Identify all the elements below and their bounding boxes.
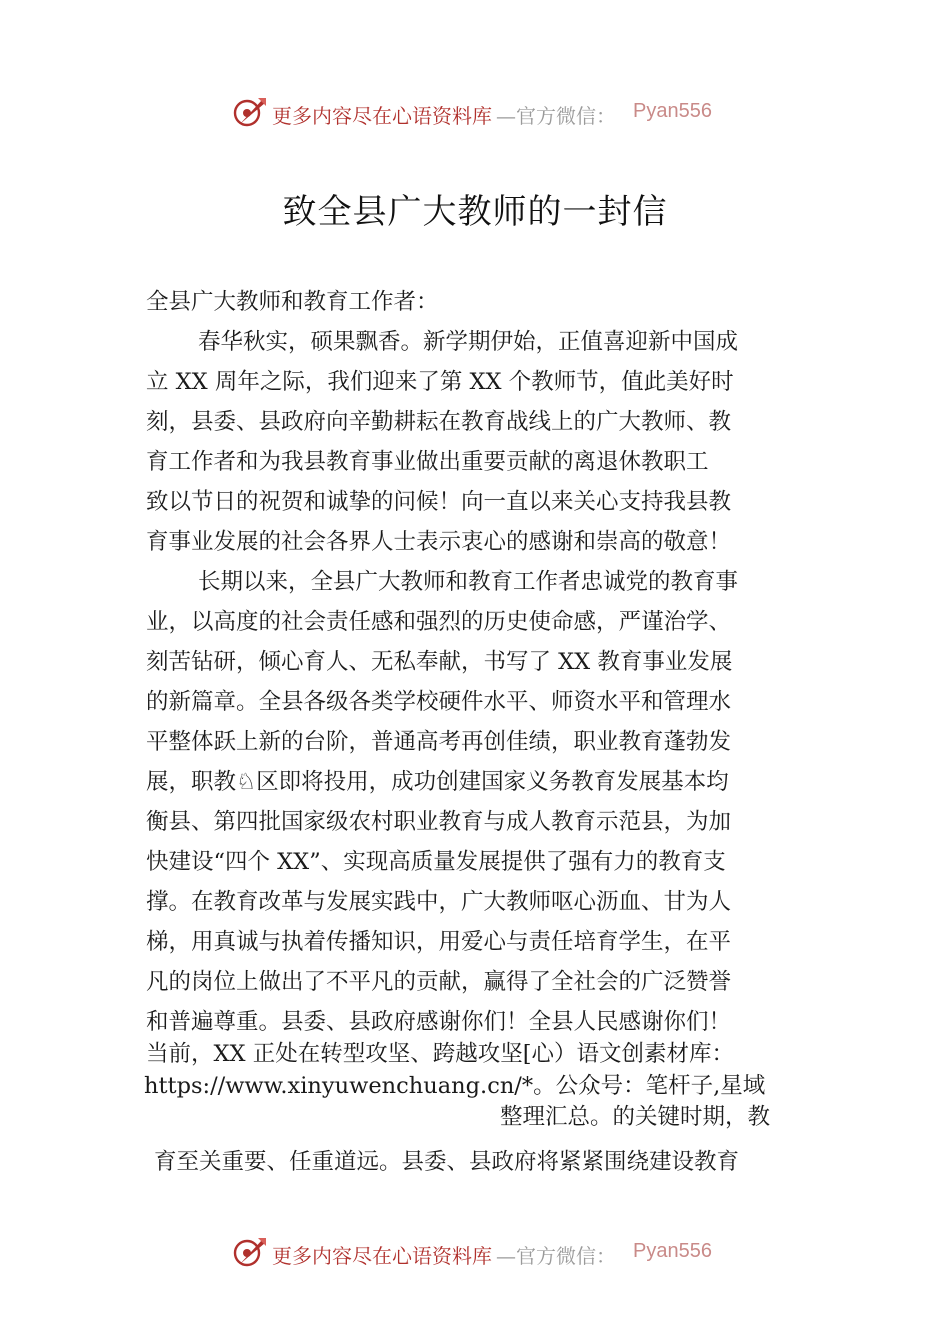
watermark-brand-text: 更多内容尽在心语资料库 xyxy=(272,1244,492,1268)
salutation: 全县广大教师和教育工作者： xyxy=(146,289,439,315)
footer-watermark xyxy=(0,1232,950,1272)
body-line: 凡的岗位上做出了不平凡的贡献，赢得了全社会的广泛赞誉 xyxy=(146,969,732,995)
body-line: 长期以来，全县广大教师和教育工作者忠诚党的教育事 xyxy=(198,569,739,595)
watermark-separator-text: —官方微信： xyxy=(496,1244,616,1268)
watermark-separator-text: —官方微信： xyxy=(496,104,616,128)
body-line: 业，以高度的社会责任感和强烈的历史使命感，严谨治学、 xyxy=(146,609,732,635)
body-line: 刻，县委、县政府向辛勤耕耘在教育战线上的广大教师、教 xyxy=(146,409,732,435)
body-line: 立 XX 周年之际，我们迎来了第 XX 个教师节，值此美好时 xyxy=(146,369,734,395)
body-line: 育事业发展的社会各界人士表示衷心的感谢和崇高的敬意！ xyxy=(146,529,732,555)
body-line-url: https://www.xinyuwenchuang.cn/*。公众号：笔杆子,星域 xyxy=(144,1073,766,1099)
body-line: 育至关重要、任重道远。县委、县政府将紧紧围绕建设教育 xyxy=(154,1149,740,1175)
body-line: 致以节日的祝贺和诚挚的问候！向一直以来关心支持我县教 xyxy=(146,489,732,515)
body-line: 衡县、第四批国家级农村职业教育与成人教育示范县，为加 xyxy=(146,809,732,835)
body-line: 刻苦钻研，倾心育人、无私奉献，书写了 XX 教育事业发展 xyxy=(146,649,733,675)
body-line: 的新篇章。全县各级各类学校硬件水平、师资水平和管理水 xyxy=(146,689,732,715)
body-line: 快建设“四个 XX”、实现高质量发展提供了强有力的教育支 xyxy=(146,849,726,875)
header-watermark xyxy=(0,92,950,132)
watermark-brand-text: 更多内容尽在心语资料库 xyxy=(272,104,492,128)
quill-pen-logo-icon xyxy=(232,94,268,130)
watermark-wechat-id: Pyan556 xyxy=(633,1240,712,1262)
watermark-wechat-id: Pyan556 xyxy=(633,100,712,122)
body-line: 梯，用真诚与执着传播知识，用爱心与责任培育学生，在平 xyxy=(146,929,732,955)
body-line: 和普遍尊重。县委、县政府感谢你们！全县人民感谢你们！ xyxy=(146,1009,732,1035)
body-line: 春华秋实，硕果飘香。新学期伊始，正值喜迎新中国成 xyxy=(198,329,739,355)
page-title: 致全县广大教师的一封信 xyxy=(282,192,668,232)
body-line: 育工作者和为我县教育事业做出重要贡献的离退休教职工 xyxy=(146,449,709,475)
body-line: 当前，XX 正处在转型攻坚、跨越攻坚[心）语文创素材库： xyxy=(146,1041,734,1067)
body-line: 展，职教♘区即将投用，成功创建国家义务教育发展基本均 xyxy=(146,769,729,795)
body-line: 撑。在教育改革与发展实践中，广大教师呕心沥血、甘为人 xyxy=(146,889,732,915)
body-line: 整理汇总。的关键时期，教 xyxy=(500,1104,771,1130)
body-line: 平整体跃上新的台阶，普通高考再创佳绩，职业教育蓬勃发 xyxy=(146,729,732,755)
quill-pen-logo-icon xyxy=(232,1234,268,1270)
